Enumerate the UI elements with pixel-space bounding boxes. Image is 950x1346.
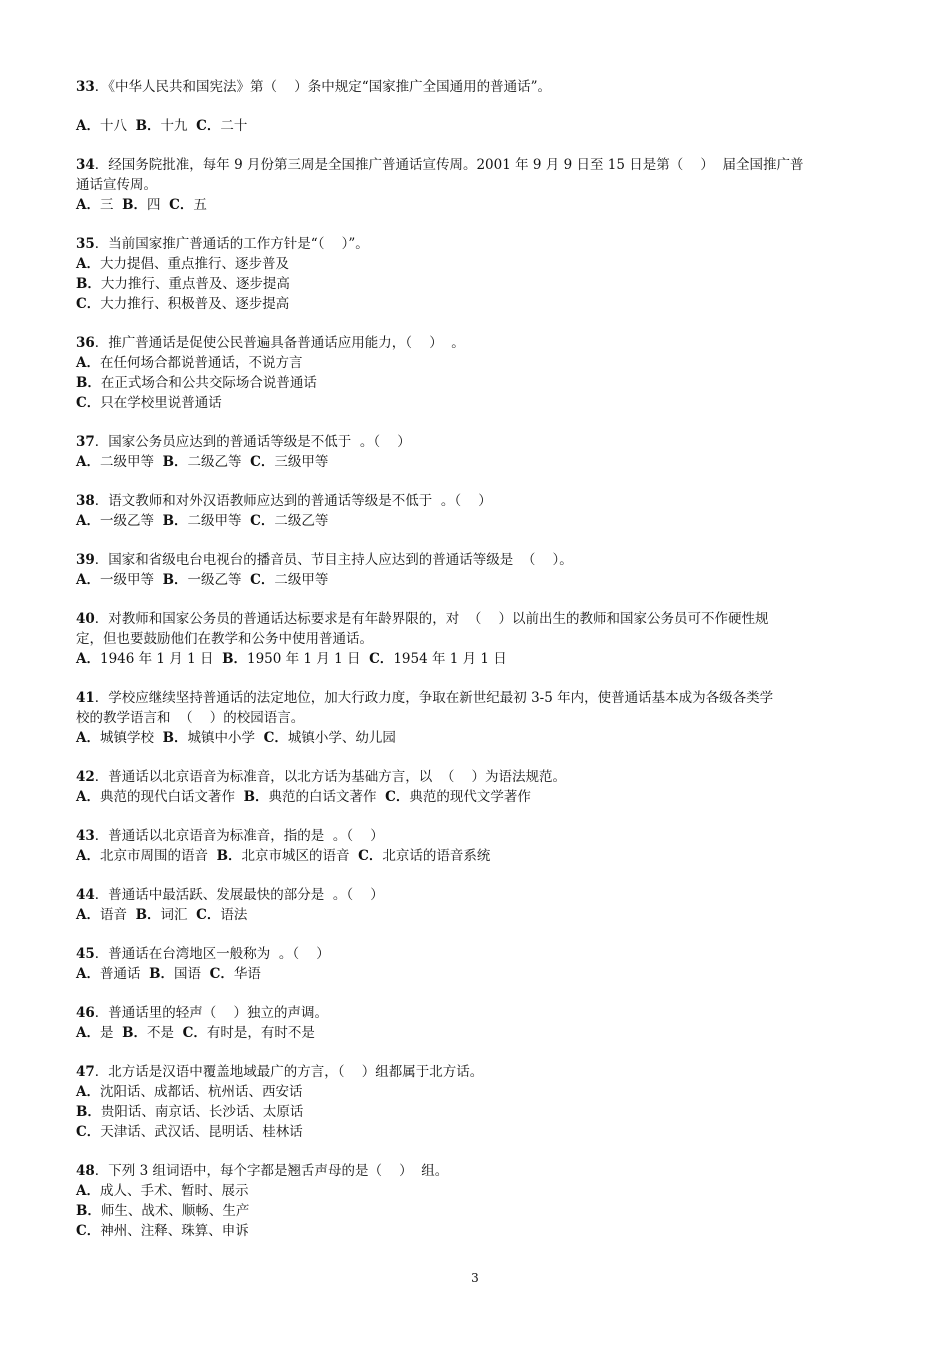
question-33 [76,77,886,136]
question-41 [76,688,886,748]
question-number: 48 [76,1163,95,1179]
spacer [76,413,886,432]
question-stem-text: ．对教师和国家公务员的普通话达标要求是有年龄界限的，对 （ ）以前出生的教师和国家公务员可不作硬性规 [94,611,769,627]
answer-options-line: A．典范的现代白话文著作 B．典范的白话文著作 C．典范的现代文学著作 [76,789,531,805]
question-stem-text: ．《中华人民共和国宪法》第（ ）条中规定“国家推广全国通用的普通话”。 [94,79,552,95]
option-letter: C． [263,730,288,746]
question-stem-text: ．北方话是汉语中覆盖地域最广的方言，（ ）组都属于北方话。 [94,1064,484,1080]
spacer [76,314,886,333]
question-43 [76,826,886,866]
option-letter: C． [76,1223,101,1239]
answer-options-line: A．在任何场合都说普通话，不说方言 [76,355,303,371]
option-letter: B． [162,454,188,470]
question-39 [76,550,886,590]
question-47 [76,1062,886,1142]
option-letter: A． [76,454,100,470]
question-45 [76,944,886,984]
question-stem-text: ．语文教师和对外汉语教师应达到的普通话等级是不低于 。（ ） [94,493,492,509]
question-48 [76,1161,886,1241]
answer-options-line: A．普通话 B．国语 C．华语 [76,966,261,982]
option-letter: A． [76,907,100,923]
question-stem-text: ．学校应继续坚持普通话的法定地位，加大行政力度，争取在新世纪最初 3-5 年内，使普通话基本成为各级各类学 [94,690,774,706]
question-stem-line [76,234,886,254]
question-stem-text: ．国家和省级电台电视台的播音员、节目主持人应达到的普通话等级是 （ ）。 [94,552,573,568]
option-letter: A． [76,651,100,667]
answer-options-line: A．大力提倡、重点推行、逐步普及 [76,256,289,272]
option-letter: B． [122,1025,147,1041]
question-stem-text: ．普通话里的轻声（ ）独立的声调。 [94,1005,328,1021]
answer-options-line: C．大力推行、积极普及、逐步提高 [76,296,290,312]
question-40 [76,609,886,669]
question-44 [76,885,886,925]
answer-options-line: B．大力推行、重点普及、逐步提高 [76,276,290,292]
answer-options-line: A．三 B．四 C．五 [76,197,207,213]
question-stem-line [76,767,886,787]
spacer [76,590,886,609]
answer-options-line: C．神州、注释、珠算、申诉 [76,1223,249,1239]
option-letter: B． [162,572,188,588]
question-stem-text: 校的教学语言和 （ ）的校园语言。 [76,710,305,726]
option-letter: A． [76,789,100,805]
option-letter: C． [76,395,101,411]
question-stem-line [76,1003,886,1023]
document-page [76,77,886,1241]
option-letter: C． [196,118,221,134]
answer-options-line: A．北京市周围的语音 B．北京市城区的语音 C．北京话的语音系统 [76,848,491,864]
answer-options-line: A．1946 年 1 月 1 日 B．1950 年 1 月 1 日 C．1954 年 1 月 1 日 [76,651,507,667]
question-stem-line [76,708,886,728]
option-letter: C． [76,1124,101,1140]
option-letter: C． [250,454,275,470]
answer-options-line: C．只在学校里说普通话 [76,395,222,411]
spacer [76,669,886,688]
option-letter: C． [76,296,101,312]
question-stem-line [76,1062,886,1082]
spacer [76,984,886,1003]
question-stem-line [76,77,886,97]
answer-options-line: B．贵阳话、南京话、长沙话、太原话 [76,1104,304,1120]
option-letter: A． [76,572,100,588]
question-number: 34 [76,157,95,173]
answer-options-line: A．语音 B．词汇 C．语法 [76,907,248,923]
question-37 [76,432,886,472]
option-letter: C． [250,513,275,529]
question-number: 33 [76,79,95,95]
question-stem-text: ．普通话以北京语音为标准音，指的是 。（ ） [94,828,384,844]
option-letter: A． [76,118,100,134]
spacer [76,748,886,767]
option-letter: B． [135,907,161,923]
question-stem-line [76,885,886,905]
answer-options-line: A．十八 B．十九 C．二十 [76,118,248,134]
answer-options-line: A．二级甲等 B．二级乙等 C．三级甲等 [76,454,329,470]
spacer [76,925,886,944]
question-stem-line [76,826,886,846]
option-letter: C． [250,572,275,588]
question-stem-text: ．普通话以北京语音为标准音，以北方话为基础方言，以 （ ）为语法规范。 [94,769,567,785]
option-letter: B． [222,651,247,667]
question-stem-line [76,609,886,629]
question-number: 36 [76,335,95,351]
option-letter: C． [182,1025,207,1041]
spacer [76,531,886,550]
page-number: 3 [471,1271,479,1285]
spacer [76,472,886,491]
question-number: 44 [76,887,95,903]
question-stem-line [76,550,886,570]
option-letter: A． [76,256,100,272]
answer-options-line: A．成人、手术、暂时、展示 [76,1183,249,1199]
question-stem-line [76,155,886,175]
spacer [76,1043,886,1062]
question-38 [76,491,886,531]
question-stem-line [76,333,886,353]
spacer [76,215,886,234]
question-46 [76,1003,886,1043]
question-stem-text: ．当前国家推广普通话的工作方针是“（ ）”。 [94,236,369,252]
question-stem-text: 通话宣传周。 [76,177,157,193]
question-35 [76,234,886,314]
question-stem-line [76,1161,886,1181]
spacer [76,866,886,885]
spacer [76,1142,886,1161]
question-number: 41 [76,690,95,706]
answer-options-line: B．师生、战术、顺畅、生产 [76,1203,250,1219]
option-letter: B． [243,789,269,805]
option-letter: B． [216,848,242,864]
question-stem-line [76,688,886,708]
question-stem-line [76,491,886,511]
question-number: 46 [76,1005,95,1021]
option-letter: B． [76,1203,101,1219]
option-letter: B． [162,730,188,746]
answer-options-line: A．沈阳话、成都话、杭州话、西安话 [76,1084,303,1100]
answer-options-line: A．一级乙等 B．二级甲等 C．二级乙等 [76,513,329,529]
option-letter: B． [122,197,147,213]
option-letter: B． [162,513,188,529]
question-stem-line [76,175,886,195]
option-letter: A． [76,1084,100,1100]
option-letter: A． [76,1183,100,1199]
option-letter: B． [135,118,161,134]
question-stem-text: ．经国务院批准，每年 9 月份第三周是全国推广普通话宣传周。2001 年 9 月 9 日至 15 日是第（ ） 届全国推广普 [94,157,804,173]
question-stem-text: ．下列 3 组词语中，每个字都是翘舌声母的是（ ） 组。 [94,1163,449,1179]
spacer [76,807,886,826]
option-letter: C． [209,966,234,982]
answer-options-line: A．一级甲等 B．一级乙等 C．二级甲等 [76,572,329,588]
option-letter: A． [76,730,100,746]
option-letter: A． [76,966,100,982]
option-letter: A． [76,1025,100,1041]
spacer [76,136,886,155]
answer-options-line: B．在正式场合和公共交际场合说普通话 [76,375,317,391]
option-letter: B． [149,966,174,982]
question-number: 43 [76,828,95,844]
question-stem-text: ．普通话中最活跃、发展最快的部分是 。（ ） [94,887,384,903]
option-letter: A． [76,513,100,529]
question-stem-text: ．普通话在台湾地区一般称为 。（ ） [94,946,330,962]
option-letter: C． [385,789,410,805]
question-number: 45 [76,946,95,962]
question-number: 37 [76,434,95,450]
question-stem-text: ．国家公务员应达到的普通话等级是不低于 。（ ） [94,434,411,450]
option-letter: B． [76,276,101,292]
option-letter: C． [369,651,394,667]
option-letter: C． [196,907,221,923]
question-34 [76,155,886,215]
option-letter: C． [358,848,383,864]
spacer [76,97,886,116]
question-36 [76,333,886,413]
question-stem-line [76,432,886,452]
option-letter: C． [169,197,194,213]
option-letter: A． [76,355,100,371]
question-number: 47 [76,1064,95,1080]
question-42 [76,767,886,807]
question-number: 40 [76,611,95,627]
question-number: 39 [76,552,95,568]
question-number: 38 [76,493,95,509]
option-letter: A． [76,848,100,864]
option-letter: B． [76,375,101,391]
option-letter: B． [76,1104,101,1120]
question-stem-line [76,944,886,964]
question-stem-text: ．推广普通话是促使公民普遍具备普通话应用能力，（ ） 。 [94,335,465,351]
option-letter: A． [76,197,100,213]
question-number: 35 [76,236,95,252]
answer-options-line: A．是 B．不是 C．有时是，有时不是 [76,1025,315,1041]
answer-options-line: C．天津话、武汉话、昆明话、桂林话 [76,1124,303,1140]
question-number: 42 [76,769,95,785]
question-stem-text: 定，但也要鼓励他们在教学和公务中使用普通话。 [76,631,373,647]
question-stem-line [76,629,886,649]
answer-options-line: A．城镇学校 B．城镇中小学 C．城镇小学、幼儿园 [76,730,396,746]
